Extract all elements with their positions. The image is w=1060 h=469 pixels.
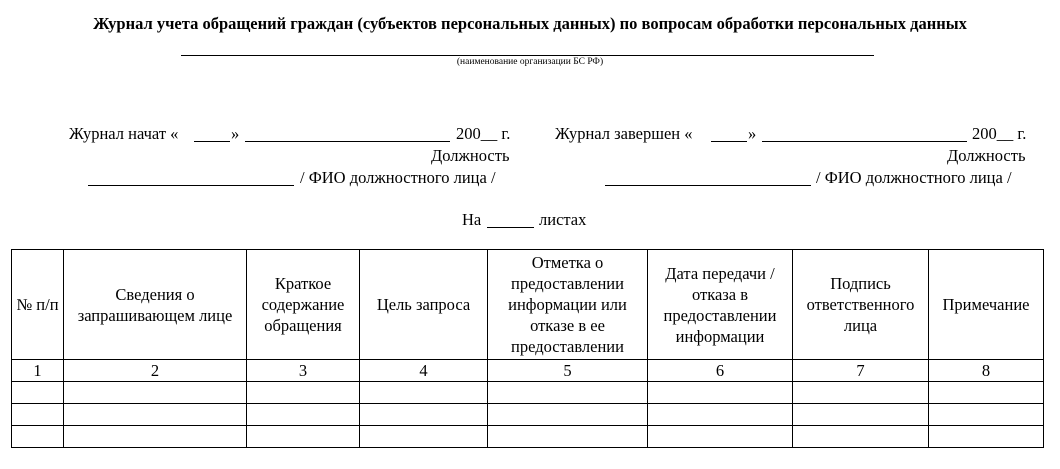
col-mark-header: Отметка о предоставлении информации или отказе в ее предоставлении: [488, 250, 648, 360]
table-row: [12, 382, 1044, 404]
col-note-header: Примечание: [929, 250, 1044, 360]
finished-day-line: [711, 141, 747, 142]
started-year: 200__ г.: [456, 124, 511, 143]
table-cell: [648, 382, 793, 404]
table-cell: [12, 426, 64, 448]
table-cell: [64, 426, 247, 448]
col-number-header: № п/п: [12, 250, 64, 360]
journal-title: Журнал учета обращений граждан (субъектов персональных данных) по вопросам обработки персональных данных: [93, 14, 967, 33]
table-cell: [648, 404, 793, 426]
table-cell: [247, 426, 360, 448]
table-cell: [793, 382, 929, 404]
finished-fio-label: / ФИО должностного лица /: [816, 168, 1012, 187]
table-cell: [488, 382, 648, 404]
table-cell: [648, 426, 793, 448]
finished-label: Журнал завершен «: [555, 124, 693, 143]
table-cell: [247, 404, 360, 426]
column-number: 8: [929, 360, 1044, 382]
column-number: 6: [648, 360, 793, 382]
finished-year: 200__ г.: [972, 124, 1027, 143]
finished-month-line: [762, 141, 967, 142]
table-cell: [929, 382, 1044, 404]
started-day-line: [194, 141, 230, 142]
organization-caption: (наименование организации БС РФ): [456, 57, 604, 67]
table-cell: [64, 382, 247, 404]
started-position-label: Должность: [431, 146, 510, 165]
table-cell: [64, 404, 247, 426]
started-label: Журнал начат «: [69, 124, 179, 143]
finished-quote-close: »: [748, 124, 757, 143]
col-date-header: Дата передачи / отказа в предоставлении информации: [648, 250, 793, 360]
col-requester-header: Сведения о запрашивающем лице: [64, 250, 247, 360]
table-cell: [793, 426, 929, 448]
column-number: 2: [64, 360, 247, 382]
table-cell: [793, 404, 929, 426]
column-number: 1: [12, 360, 64, 382]
finished-position-label: Должность: [947, 146, 1026, 165]
column-number: 3: [247, 360, 360, 382]
column-number-row: [12, 360, 1044, 382]
header-row: [12, 250, 1044, 360]
table-cell: [929, 426, 1044, 448]
sheets-prefix: На: [462, 210, 482, 229]
started-signature-line: [88, 185, 294, 186]
table-cell: [12, 382, 64, 404]
sheets-count-line: [487, 227, 534, 228]
finished-signature-line: [605, 185, 811, 186]
table-row: [12, 426, 1044, 448]
col-summary-header: Краткое содержание обращения: [247, 250, 360, 360]
table-cell: [488, 426, 648, 448]
table-cell: [360, 382, 488, 404]
col-purpose-header: Цель запроса: [360, 250, 488, 360]
started-month-line: [245, 141, 450, 142]
sheets-suffix: листах: [539, 210, 587, 229]
column-number: 7: [793, 360, 929, 382]
table-cell: [12, 404, 64, 426]
started-quote-close: »: [231, 124, 240, 143]
table-cell: [360, 426, 488, 448]
col-signature-header: Подпись ответственного лица: [793, 250, 929, 360]
column-number: 5: [488, 360, 648, 382]
table-cell: [929, 404, 1044, 426]
table-row: [12, 404, 1044, 426]
started-fio-label: / ФИО должностного лица /: [300, 168, 496, 187]
table-cell: [360, 404, 488, 426]
journal-table: [11, 249, 1044, 448]
organization-name-line: [181, 55, 874, 56]
column-number: 4: [360, 360, 488, 382]
table-cell: [247, 382, 360, 404]
table-cell: [488, 404, 648, 426]
